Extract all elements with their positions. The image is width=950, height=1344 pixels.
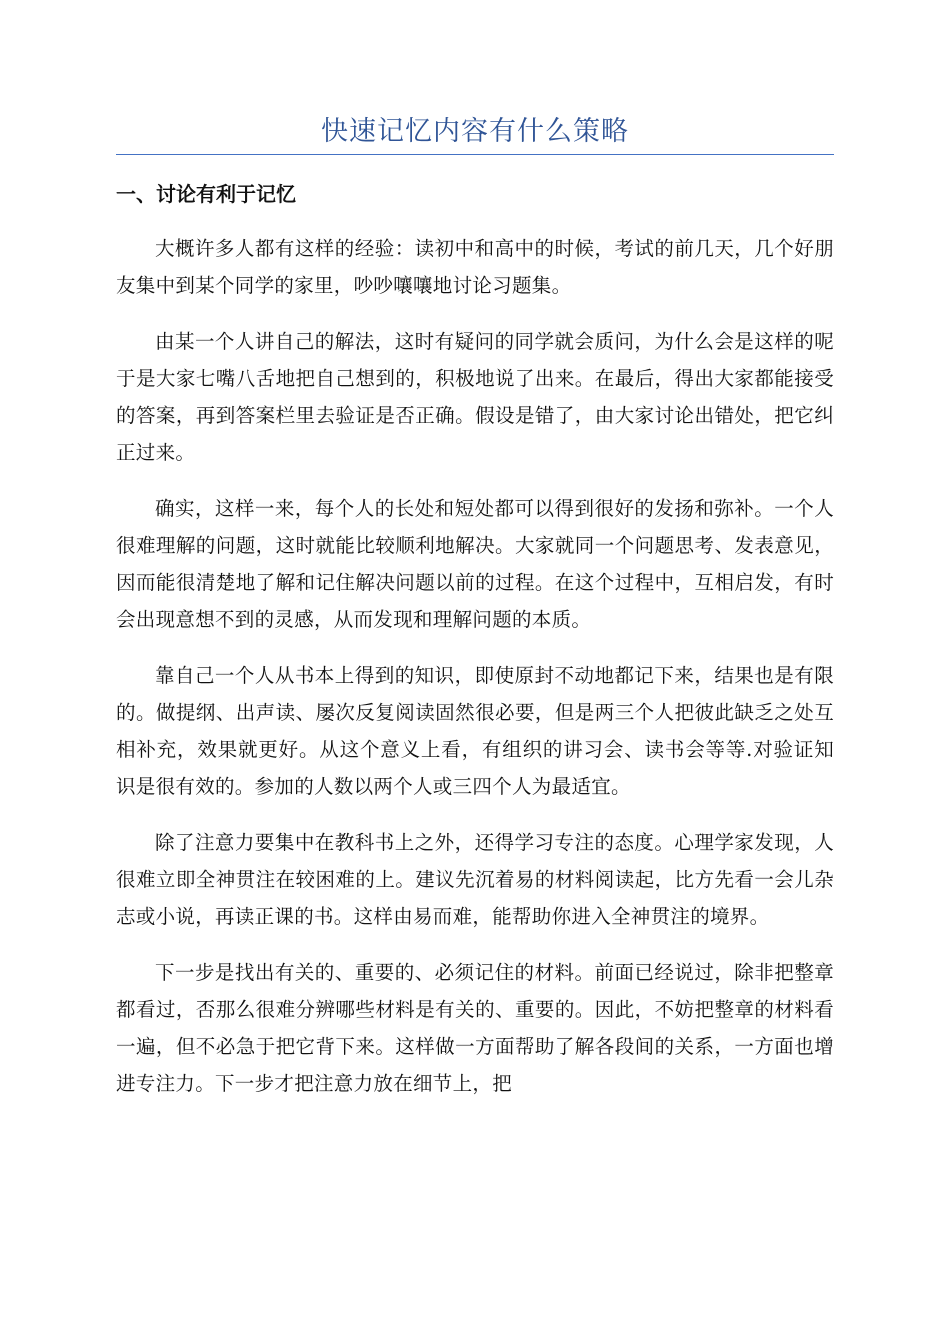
title-underline-divider (116, 154, 834, 155)
paragraph-5: 除了注意力要集中在教科书上之外，还得学习专注的态度。心理学家发现，人很难立即全神贯注在较困难的上。建议先沉着易的材料阅读起，比方先看一会儿杂志或小说，再读正课的书。这样由易而难，能帮助你进入全神贯注的境界。 (116, 831, 834, 928)
paragraph-6: 下一步是找出有关的、重要的、必须记住的材料。前面已经说过，除非把整章都看过，否那么很难分辨哪些材料是有关的、重要的。因此，不妨把整章的材料看一遍，但不必急于把它背下来。这样做一方面帮助了解各段间的关系，一方面也增进专注力。下一步才把注意力放在细节上，把 (116, 961, 834, 1095)
paragraph-2: 由某一个人讲自己的解法，这时有疑问的同学就会质问，为什么会是这样的呢于是大家七嘴八舌地把自己想到的，积极地说了出来。在最后，得出大家都能接受的答案，再到答案栏里去验证是否正确。假设是错了，由大家讨论出错处，把它纠正过来。 (116, 330, 834, 464)
section-heading: 一、讨论有利于记忆 (116, 182, 296, 206)
paragraph-4: 靠自己一个人从书本上得到的知识，即使原封不动地都记下来，结果也是有限的。做提纲、出声读、屡次反复阅读固然很必要，但是两三个人把彼此缺乏之处互相补充，效果就更好。从这个意义上看，有组织的讲习会、读书会等等.对验证知识是很有效的。参加的人数以两个人或三四个人为最适宜。 (116, 664, 834, 798)
paragraph-1: 大概许多人都有这样的经验：读初中和高中的时候，考试的前几天，几个好朋友集中到某个同学的家里，吵吵嚷嚷地讨论习题集。 (116, 237, 834, 297)
paragraph-3: 确实，这样一来，每个人的长处和短处都可以得到很好的发扬和弥补。一个人很难理解的问题，这时就能比较顺利地解决。大家就同一个问题思考、发表意见，因而能很清楚地了解和记住解决问题以前的过程。在这个过程中，互相启发，有时会出现意想不到的灵感，从而发现和理解问题的本质。 (116, 497, 834, 631)
document-title: 快速记忆内容有什么策略 (321, 116, 629, 147)
body-text (116, 230, 834, 1121)
